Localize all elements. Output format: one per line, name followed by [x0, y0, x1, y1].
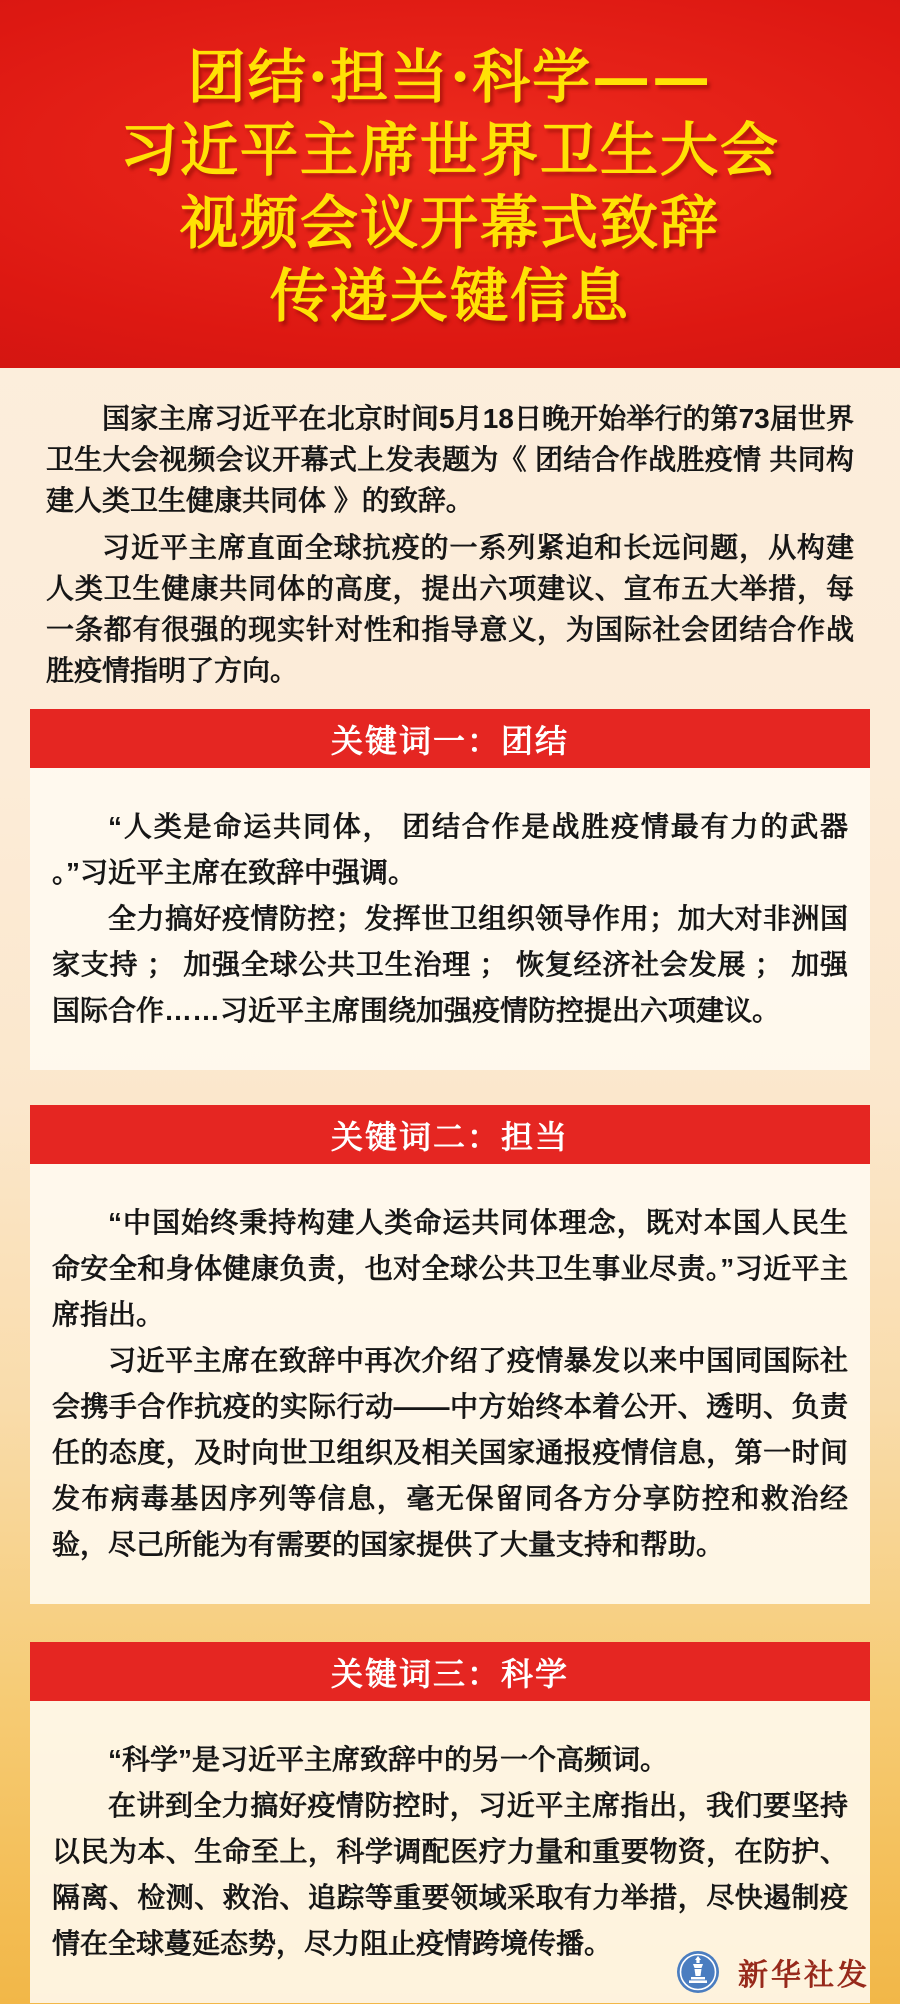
title-line-4: 传递关键信息 — [269, 262, 630, 330]
title-line-3: 视频会议开幕式致辞 — [179, 189, 720, 257]
section-banner-unity — [30, 709, 870, 768]
section-paragraph: “科学”是习近平主席致辞中的另一个高频词。 — [108, 1744, 669, 1775]
section-banner-label: 关键词二：担当 — [330, 1118, 569, 1155]
credit-text: 新华社发 — [738, 1959, 870, 1992]
intro-paragraph: 习近平主席直面全球抗疫的一系列紧迫和长远问题，从构建人类卫生健康共同体的高度，提出六项建议、宣布五大举措，每一条都有很强的现实针对性和指导意义，为国际社会团结合作战胜疫情指明了方向。 — [46, 532, 854, 686]
intro-paragraph: 国家主席习近平在北京时间5月18日晚开始举行的第73届世界卫生大会视频会议开幕式上发表题为《 团结合作战胜疫情 共同构建人类卫生健康共同体 》的致辞。 — [46, 403, 854, 516]
intro-block — [0, 368, 900, 691]
section-paragraph: 在讲到全力搞好疫情防控时，习近平主席指出，我们要坚持以民为本、生命至上，科学调配医疗力量和重要物资，在防护、隔离、检测、救治、追踪等重要领域采取有力举措，尽快遏制疫情在全球蔓延态势，尽力阻止疫情跨境传播。 — [52, 1790, 848, 1959]
section-paragraph: 全力搞好疫情防控；发挥世卫组织领导作用；加大对非洲国家支持 ； 加强全球公共卫生治理 ； 恢复经济社会发展 ； 加强国际合作……习近平主席围绕加强疫情防控提出六项建议。 — [52, 903, 848, 1026]
section-paragraph: “人类是命运共同体， 团结合作是战胜疫情最有力的武器 。”习近平主席在致辞中强调。 — [52, 811, 848, 888]
section-banner-label: 关键词一：团结 — [330, 722, 569, 759]
section-paragraph: “中国始终秉持构建人类命运共同体理念，既对本国人民生命安全和身体健康负责，也对全球公共卫生事业尽责。”习近平主席指出。 — [52, 1207, 848, 1330]
section-banner-label: 关键词三：科学 — [330, 1655, 569, 1692]
xinhua-agency-logo-icon — [676, 1950, 720, 1994]
section-paragraph: 习近平主席在致辞中再次介绍了疫情暴发以来中国同国际社会携手合作抗疫的实际行动——中方始终本着公开、透明、负责任的态度，及时向世卫组织及相关国家通报疫情信息，第一时间发布病毒基因序列等信息，毫无保留同各方分享防控和救治经验，尽己所能为有需要的国家提供了大量支持和帮助。 — [52, 1345, 848, 1560]
title-line-1: 团结·担当·科学—— — [187, 43, 713, 111]
poster-header — [0, 0, 900, 368]
section-banner-responsibility — [30, 1105, 870, 1164]
section-banner-science — [30, 1642, 870, 1701]
footer — [0, 1950, 900, 1994]
title-line-2: 习近平主席世界卫生大会 — [119, 116, 780, 184]
section-box-responsibility — [30, 1164, 870, 1604]
section-box-unity — [30, 768, 870, 1070]
